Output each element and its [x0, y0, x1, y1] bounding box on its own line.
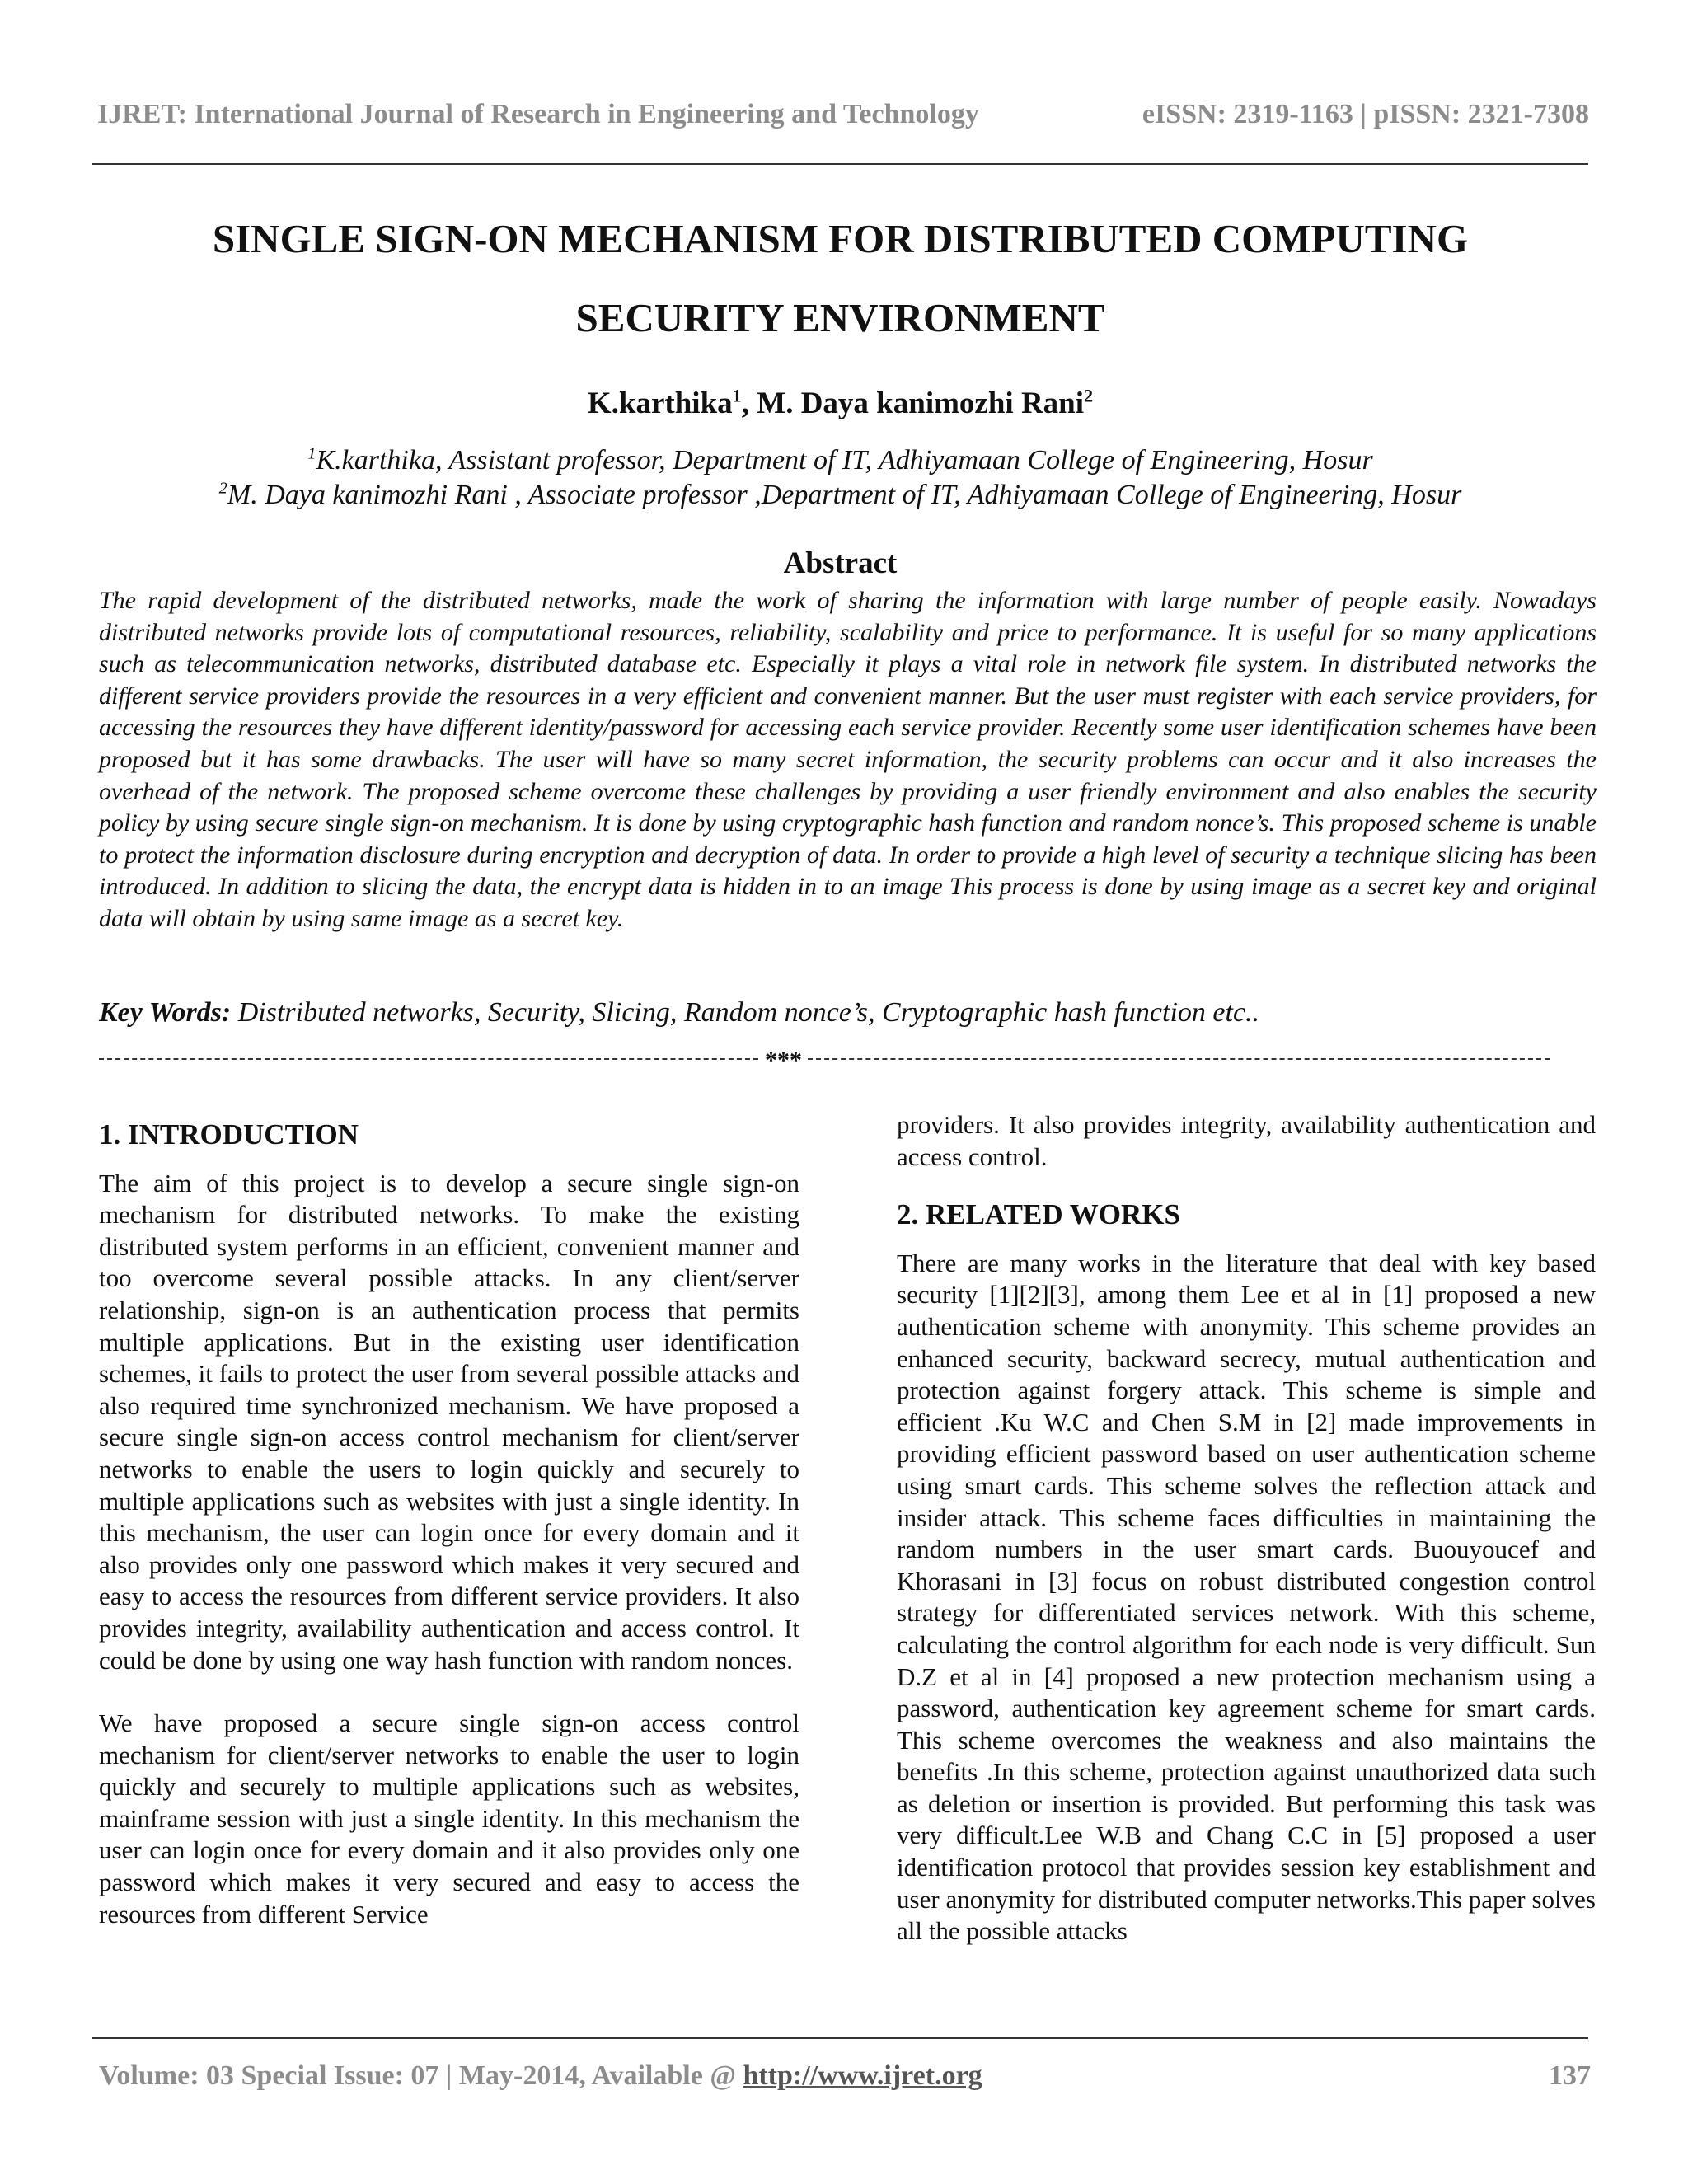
right-column [897, 1109, 1596, 1947]
author-list [92, 386, 1588, 421]
separator-dashes-left [99, 1058, 758, 1060]
keywords-label: Key Words: [99, 997, 232, 1028]
affiliation-1-text: K.karthika, Assistant professor, Department of IT, Adhiyamaan College of Engineering, Hosur [316, 445, 1373, 476]
author-2: M. Daya kanimozhi Rani [757, 387, 1085, 420]
header-rule [92, 163, 1588, 165]
footer-rule [92, 2037, 1588, 2039]
author-1: K.karthika [587, 387, 733, 420]
left-column [99, 1109, 799, 1930]
keywords-text: Distributed networks, Security, Slicing, Random nonce’s, Cryptographic hash function etc.. [231, 997, 1260, 1028]
affiliation-1 [92, 445, 1588, 476]
running-header [97, 99, 1589, 132]
journal-website-link[interactable]: http://www.ijret.org [743, 2060, 982, 2091]
related-works-heading: 2. RELATED WORKS [897, 1198, 1180, 1231]
page-footer [99, 2060, 1591, 2093]
journal-name: IJRET: International Journal of Research in Engineering and Technology [97, 99, 979, 129]
introduction-paragraph-2: We have proposed a secure single sign-on access control mechanism for client/server networks to enable the user to login quickly and securely to multiple applications such as websites, mainframe session with just a single identity. In this mechanism the user can login once for every domain and it also provides only one password which makes it very secured and easy to access the resources from different Service [99, 1708, 799, 1929]
author-separator: , [741, 387, 757, 420]
introduction-continuation: providers. It also provides integrity, availability authentication and access control. [897, 1110, 1596, 1171]
affiliation-2-text: M. Daya kanimozhi Rani , Associate professor ,Department of IT, Adhiyamaan College of Engineering, Hosur [227, 480, 1462, 510]
page-number: 137 [1549, 2060, 1591, 2091]
separator-dashes-right [808, 1058, 1550, 1060]
separator-stars: *** [765, 1047, 802, 1074]
title-line-1: SINGLE SIGN-ON MECHANISM FOR DISTRIBUTED COMPUTING [212, 216, 1469, 261]
abstract-heading: Abstract [783, 546, 898, 580]
abstract-text: The rapid development of the distributed networks, made the work of sharing the information with large number of people easily. Nowadays distributed networks provide lots of computational resources, reliability, scalability and price to performance. It is useful for so many applications such as telecommunication networks, distributed database etc. Especially it plays a vital role in network file system. In distributed networks the different service providers provide the resources in a very efficient and convenient manner. But the user must register with each service providers, for accessing the resources they have different identity/password for accessing each service provider. Recently some user identification schemes have been proposed but it has some drawbacks. The user will have so many secret information, the security problems can occur and it also increases the overhead of the network. The proposed scheme overcome these challenges by providing a user friendly environment and also enables the security policy by using secure single sign-on mechanism. It is done by using cryptographic hash function and random nonce’s. This proposed scheme is unable to protect the information disclosure during encryption and decryption of data. In order to provide a high level of security a technique slicing has been introduced. In addition to slicing the data, the encrypt data is hidden in to an image This process is done by using image as a secret key and original data will obtain by using same image as a secret key. [99, 587, 1597, 932]
affiliation-2 [92, 480, 1588, 511]
keywords [99, 997, 1597, 1029]
title-line-2: SECURITY ENVIRONMENT [575, 295, 1105, 340]
author-2-sup: 2 [1084, 385, 1094, 406]
affiliation-1-sup: 1 [307, 444, 316, 463]
paper-title [92, 199, 1588, 358]
section-separator [99, 1047, 1550, 1080]
affiliation-2-sup: 2 [218, 479, 227, 498]
issn-info: eISSN: 2319-1163 | pISSN: 2321-7308 [1142, 99, 1589, 129]
author-1-sup: 1 [732, 385, 742, 406]
footer-volume-text: Volume: 03 Special Issue: 07 | May-2014, Available @ [99, 2060, 743, 2091]
footer-volume [99, 2060, 982, 2092]
related-works-paragraph: There are many works in the literature that deal with key based security [1][2][3], among them Lee et al in [1] proposed a new authentication scheme with anonymity. This scheme provides an enhanced security, backward secrecy, mutual authentication and protection against forgery attack. This scheme is simple and efficient .Ku W.C and Chen S.M in [2] made improvements in providing efficient password based on user authentication scheme using smart cards. This scheme solves the reflection attack and insider attack. This scheme faces difficulties in maintaining the random numbers in the user smart cards. Buouyoucef and Khorasani in [3] focus on robust distributed congestion control strategy for differentiated services network. With this scheme, calculating the control algorithm for each node is very difficult. Sun D.Z et al in [4] proposed a new protection mechanism using a password, authentication key agreement scheme for smart cards. This scheme overcomes the weakness and also maintains the benefits .In this scheme, protection against unauthorized data such as deletion or insertion is provided. But performing this task was very difficult.Lee W.B and Chang C.C in [5] proposed a user identification protocol that provides session key establishment and user anonymity for distributed computer networks.This paper solves all the possible attacks [897, 1248, 1596, 1946]
introduction-paragraph-1: The aim of this project is to develop a secure single sign-on mechanism for distributed networks. To make the existing distributed system performs in an efficient, convenient manner and too overcome several possible attacks. In any client/server relationship, sign-on is an authentication process that permits multiple applications. But in the existing user identification schemes, it fails to protect the user from several possible attacks and also required time synchronized mechanism. We have proposed a secure single sign-on access control mechanism for client/server networks to enable the users to login quickly and securely to multiple applications such as websites with just a single identity. In this mechanism, the user can login once for every domain and it also provides only one password which makes it very secured and easy to access the resources from different service providers. It also provides integrity, availability authentication and access control. It could be done by using one way hash function with random nonces. [99, 1168, 799, 1675]
introduction-heading: 1. INTRODUCTION [99, 1118, 359, 1151]
